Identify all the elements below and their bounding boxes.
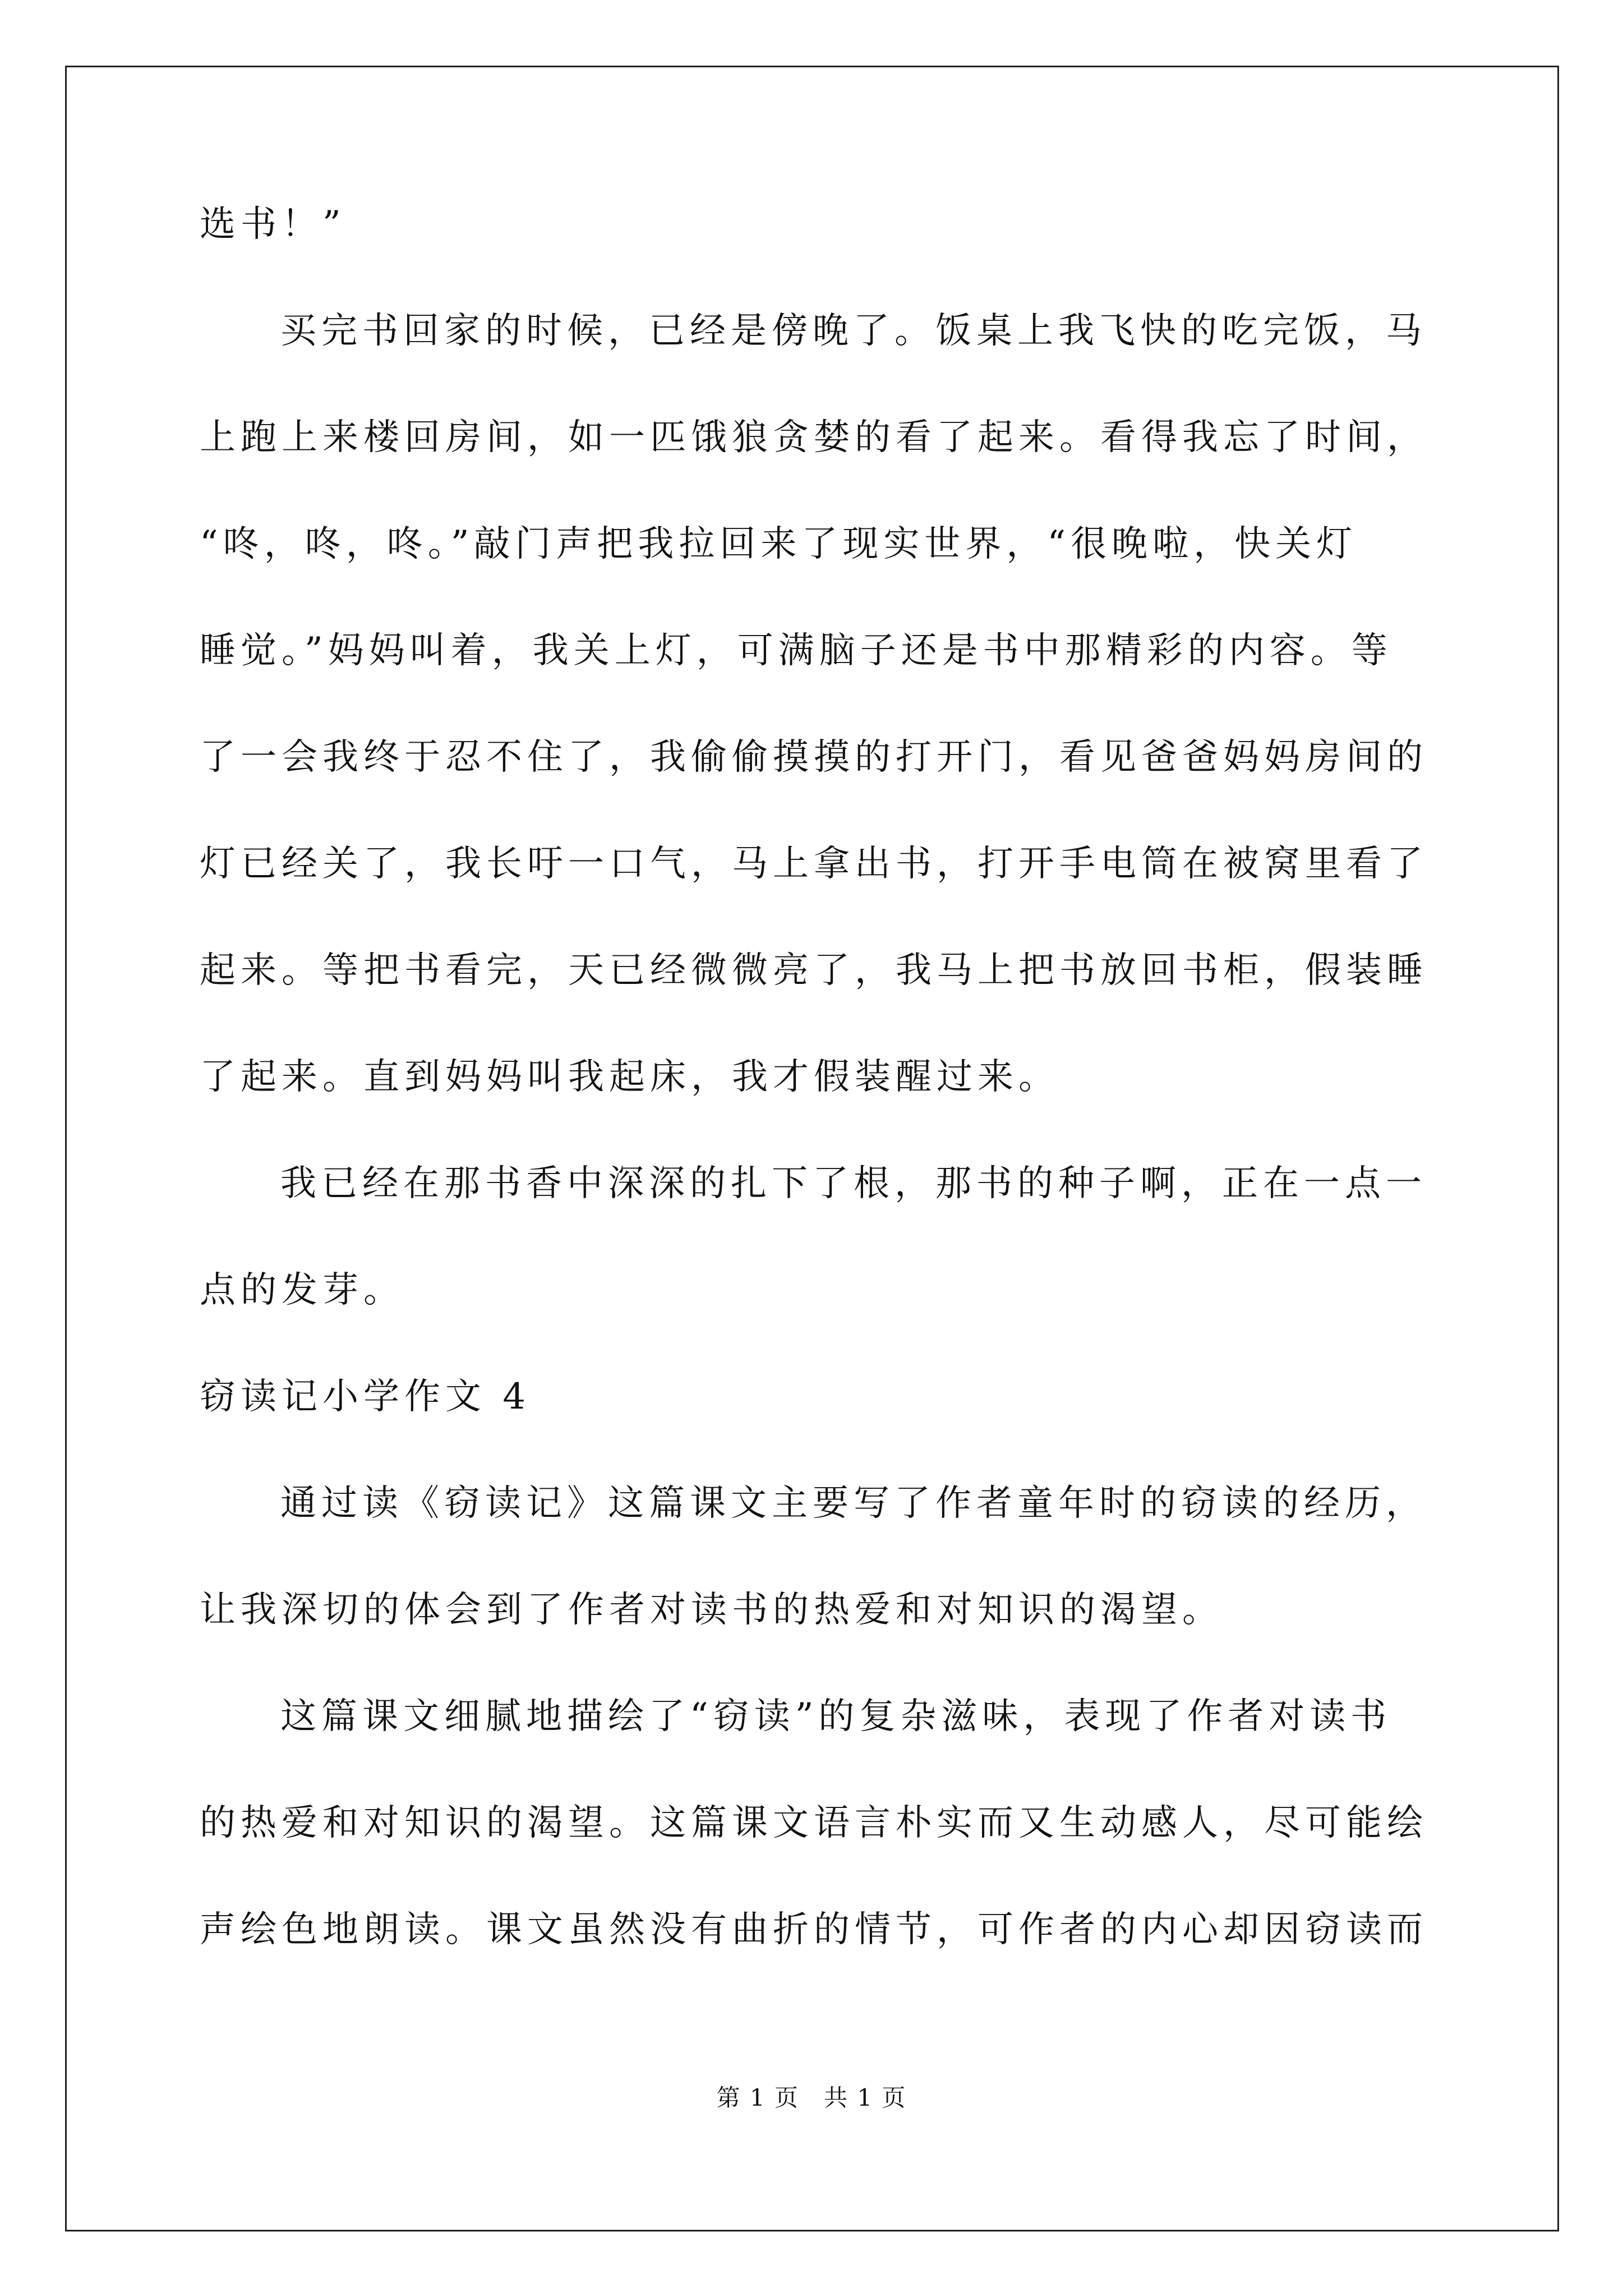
page-footer: 第 1 页 共 1 页 xyxy=(716,2084,907,2111)
text-line: 让我深切的体会到了作者对读书的热爱和对知识的渴望。 xyxy=(200,1589,1223,1631)
text-line: 声绘色地朗读。课文虽然没有曲折的情节，可作者的内心却因窃读而 xyxy=(200,1909,1428,1950)
text-line: 选书！” xyxy=(200,204,346,245)
page-border xyxy=(65,66,1559,2231)
paragraph-start-line: 买完书回家的时候，已经是傍晚了。饭桌上我飞快的吃完饭，马 xyxy=(280,310,1427,352)
paragraph-start-line: 这篇课文细腻地描绘了“窃读”的复杂滋味，表现了作者对读书 xyxy=(280,1696,1392,1737)
paragraph-start-line: 通过读《窃读记》这篇课文主要写了作者童年时的窃读的经历， xyxy=(280,1483,1427,1524)
paragraph-start-line: 我已经在那书香中深深的扎下了根，那书的种子啊，正在一点一 xyxy=(280,1163,1427,1204)
text-line: 睡觉。”妈妈叫着，我关上灯，可满脑子还是书中那精彩的内容。等 xyxy=(200,630,1393,671)
text-line: 了一会我终于忍不住了，我偷偷摸摸的打开门，看见爸爸妈妈房间的 xyxy=(200,737,1428,778)
text-line: 点的发芽。 xyxy=(200,1269,404,1311)
text-line: 灯已经关了，我长吁一口气，马上拿出书，打开手电筒在被窝里看了 xyxy=(200,843,1428,885)
text-line: “咚，咚，咚。”敲门声把我拉回来了现实世界，“很晚啦，快关灯 xyxy=(200,523,1358,565)
text-line: 起来。等把书看完，天已经微微亮了，我马上把书放回书柜，假装睡 xyxy=(200,950,1428,991)
section-heading: 窃读记小学作文 4 xyxy=(200,1376,531,1418)
text-line: 上跑上来楼回房间，如一匹饿狼贪婪的看了起来。看得我忘了时间， xyxy=(200,417,1428,458)
text-line: 的热爱和对知识的渴望。这篇课文语言朴实而又生动感人，尽可能绘 xyxy=(200,1802,1428,1844)
text-line: 了起来。直到妈妈叫我起床，我才假装醒过来。 xyxy=(200,1056,1059,1098)
